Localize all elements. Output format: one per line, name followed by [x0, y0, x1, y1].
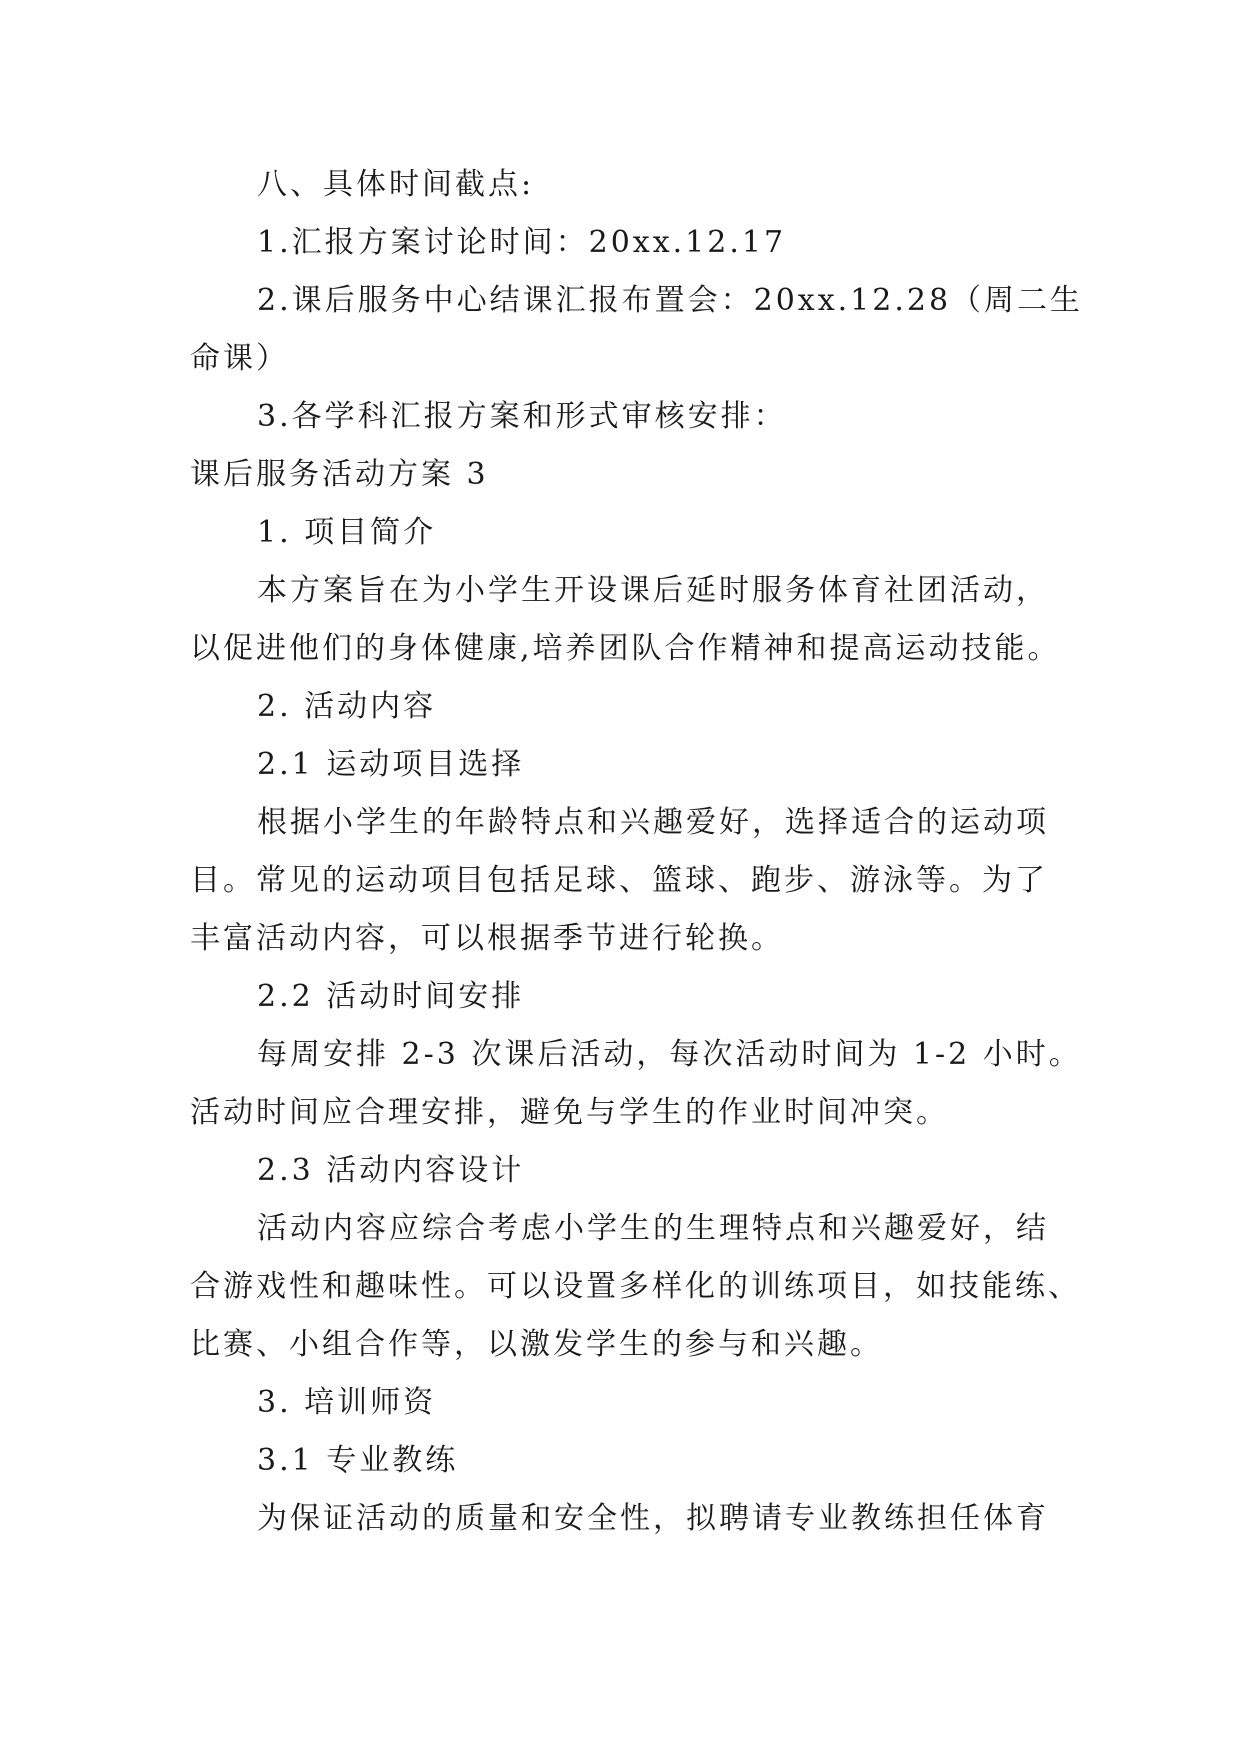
- list-item-1: 1.汇报方案讨论时间：20xx.12.17: [257, 225, 787, 260]
- paragraph-line: 本方案旨在为小学生开设课后延时服务体育社团活动，: [257, 573, 1049, 608]
- list-item-3: 3.各学科汇报方案和形式审核安排：: [257, 399, 787, 434]
- section-heading-3: 3. 培训师资: [257, 1385, 437, 1420]
- section-heading-2: 2. 活动内容: [257, 689, 437, 724]
- list-item-2-continued: 命课）: [190, 341, 289, 376]
- paragraph-line: 合游戏性和趣味性。可以设置多样化的训练项目，如技能练、: [190, 1269, 1081, 1304]
- paragraph-line: 目。常见的运动项目包括足球、篮球、跑步、游泳等。为了: [190, 863, 1048, 898]
- paragraph-line: 活动内容应综合考虑小学生的生理特点和兴趣爱好，结: [257, 1211, 1049, 1246]
- subsection-heading-3-1: 3.1 专业教练: [257, 1443, 459, 1478]
- paragraph-line: 为保证活动的质量和安全性，拟聘请专业教练担任体育: [257, 1501, 1049, 1536]
- paragraph-line: 以促进他们的身体健康,培养团队合作精神和提高运动技能。: [190, 631, 1061, 666]
- document-title: 课后服务活动方案 3: [190, 457, 489, 492]
- section-heading-8: 八、具体时间截点:: [257, 167, 535, 202]
- paragraph-line: 活动时间应合理安排，避免与学生的作业时间冲突。: [190, 1095, 949, 1130]
- paragraph-line: 每周安排 2-3 次课后活动，每次活动时间为 1-2 小时。: [257, 1037, 1082, 1072]
- section-heading-1: 1. 项目简介: [257, 515, 437, 550]
- paragraph-line: 根据小学生的年龄特点和兴趣爱好，选择适合的运动项: [257, 805, 1049, 840]
- list-item-2: 2.课后服务中心结课汇报布置会：20xx.12.28（周二生: [257, 283, 1084, 318]
- subsection-heading-2-1: 2.1 运动项目选择: [257, 747, 525, 782]
- paragraph-line: 比赛、小组合作等，以激发学生的参与和兴趣。: [190, 1327, 883, 1362]
- paragraph-line: 丰富活动内容，可以根据季节进行轮换。: [190, 921, 784, 956]
- subsection-heading-2-3: 2.3 活动内容设计: [257, 1153, 525, 1188]
- subsection-heading-2-2: 2.2 活动时间安排: [257, 979, 525, 1014]
